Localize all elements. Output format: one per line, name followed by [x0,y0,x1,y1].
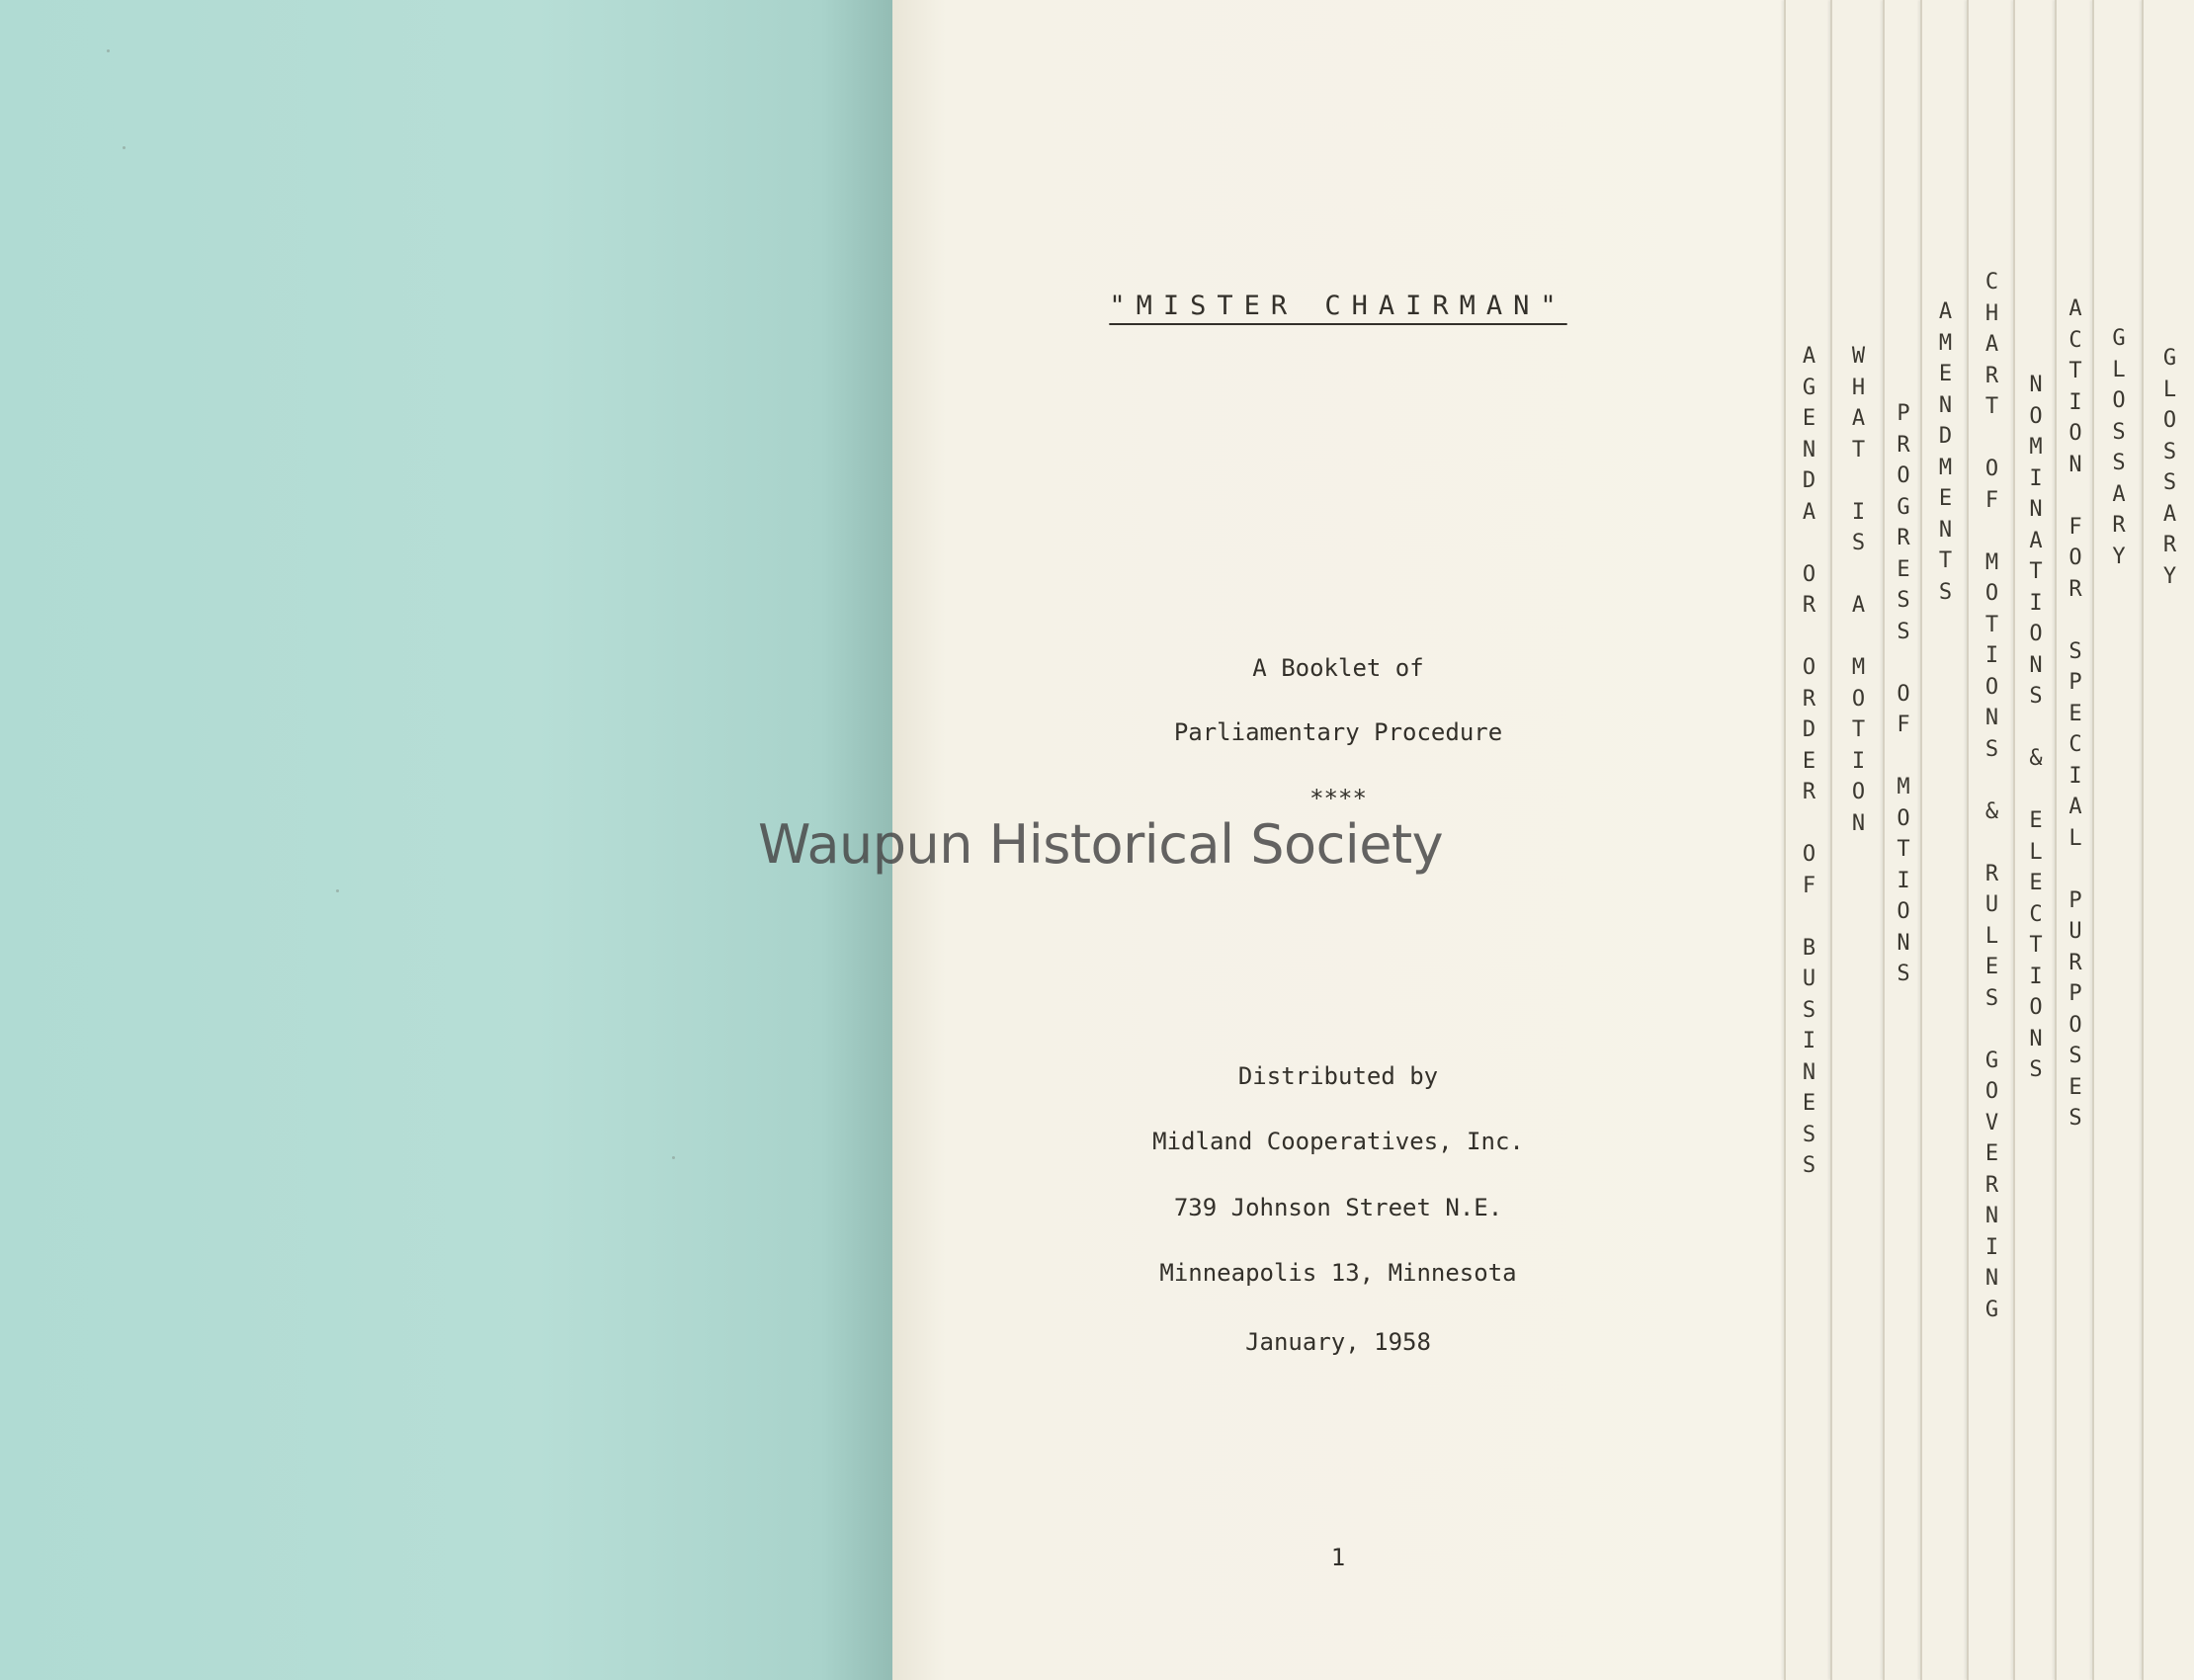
publication-date: January, 1958 [1245,1328,1431,1356]
section-tab-label: A G E N D A O R O R D E R O F B U S I N E S S [1802,344,1816,1178]
watermark: Waupun Historical Society [758,813,1444,876]
subject-line: Parliamentary Procedure [1173,718,1503,746]
section-tab[interactable] [1883,0,1922,1680]
booklet-line: A Booklet of [1252,654,1424,682]
section-tab[interactable] [1967,0,2015,1680]
section-tab[interactable] [1784,0,1832,1680]
section-tab-label: W H A T I S A M O T I O N [1851,344,1866,836]
section-tab[interactable] [2092,0,2144,1680]
section-tab-label: G L O S S A R Y [2162,346,2177,589]
section-tab-label: C H A R T O F M O T I O N S & R U L E S G O V E R N I N G [1984,270,1999,1322]
section-tab[interactable] [1830,0,1885,1680]
section-tab-label: G L O S S A R Y [2112,326,2126,569]
booklet-title: "MISTER CHAIRMAN" [1109,291,1567,321]
city-state: Minneapolis 13, Minnesota [1159,1259,1517,1287]
section-tab-label: P R O G R E S S O F M O T I O N S [1897,401,1910,986]
section-tab-label: N O M I N A T I O N S & E L E C T I O N S [2029,373,2043,1082]
section-tab[interactable] [2142,0,2194,1680]
street-address: 739 Johnson Street N.E. [1173,1194,1503,1221]
section-tab[interactable] [2013,0,2057,1680]
section-tab-label: A M E N D M E N T S [1938,299,1953,605]
company-name: Midland Cooperatives, Inc. [1152,1128,1524,1155]
distributed-by: Distributed by [1237,1062,1439,1090]
section-tab[interactable] [1920,0,1969,1680]
section-tab-label: A C T I O N F O R S P E C I A L P U R P O S E S [2068,296,2082,1131]
page-number: 1 [1330,1544,1346,1571]
section-tab[interactable] [2055,0,2094,1680]
separator: **** [1309,785,1367,812]
